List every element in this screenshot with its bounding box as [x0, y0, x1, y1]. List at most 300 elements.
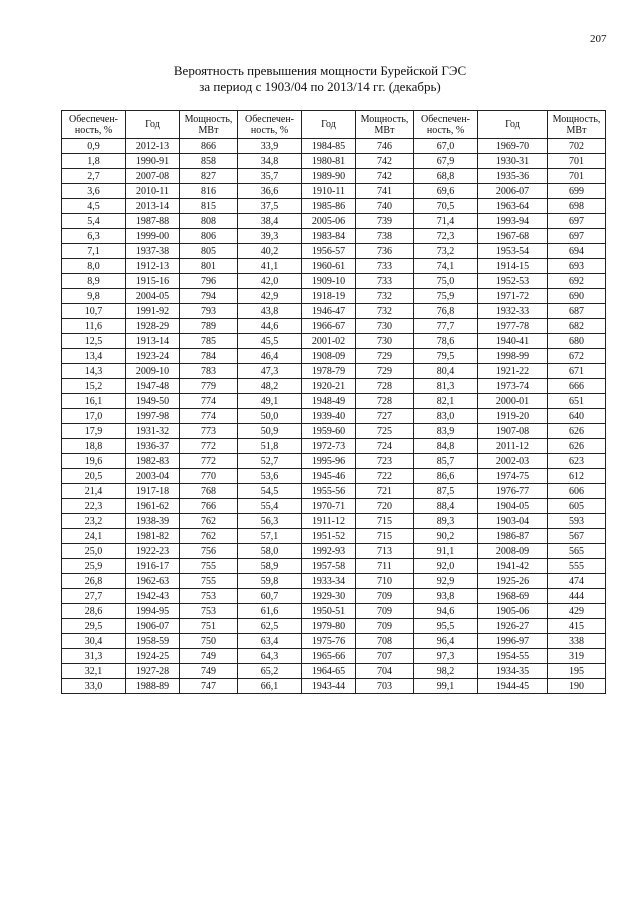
- table-cell: 96,4: [414, 634, 478, 649]
- table-row: [62, 364, 606, 379]
- table-row: [62, 304, 606, 319]
- table-cell: 2010-11: [126, 184, 180, 199]
- table-cell: 190: [548, 679, 606, 694]
- table-cell: 713: [356, 544, 414, 559]
- table-cell: 682: [548, 319, 606, 334]
- table-cell: 51,8: [238, 439, 302, 454]
- table-cell: 720: [356, 499, 414, 514]
- title-line-1: Вероятность превышения мощности Бурейской ГЭС: [173, 63, 467, 78]
- table-cell: 801: [180, 259, 238, 274]
- table-cell: 1952-53: [478, 274, 548, 289]
- table-cell: 565: [548, 544, 606, 559]
- table-cell: 783: [180, 364, 238, 379]
- table-cell: 84,8: [414, 439, 478, 454]
- table-cell: 1982-83: [126, 454, 180, 469]
- table-row: [62, 184, 606, 199]
- table-cell: 1984-85: [302, 139, 356, 154]
- table-cell: 195: [548, 664, 606, 679]
- table-cell: 38,4: [238, 214, 302, 229]
- table-cell: 63,4: [238, 634, 302, 649]
- table-cell: 623: [548, 454, 606, 469]
- table-cell: 774: [180, 394, 238, 409]
- table-row: [62, 169, 606, 184]
- table-cell: 415: [548, 619, 606, 634]
- table-cell: 25,9: [62, 559, 126, 574]
- table-row: [62, 574, 606, 589]
- table-cell: 32,1: [62, 664, 126, 679]
- table-cell: 61,6: [238, 604, 302, 619]
- table-cell: 1907-08: [478, 424, 548, 439]
- page-number: 207: [590, 33, 607, 45]
- table-cell: 1980-81: [302, 154, 356, 169]
- table-cell: 730: [356, 319, 414, 334]
- table-cell: 709: [356, 589, 414, 604]
- table-cell: 2005-06: [302, 214, 356, 229]
- table-cell: 709: [356, 619, 414, 634]
- table-cell: 74,1: [414, 259, 478, 274]
- table-cell: 772: [180, 454, 238, 469]
- table-cell: 1993-94: [478, 214, 548, 229]
- table-cell: 732: [356, 289, 414, 304]
- table-cell: 1924-25: [126, 649, 180, 664]
- table-cell: 762: [180, 529, 238, 544]
- table-cell: 793: [180, 304, 238, 319]
- table-cell: 808: [180, 214, 238, 229]
- table-cell: 64,3: [238, 649, 302, 664]
- table-cell: 2008-09: [478, 544, 548, 559]
- table-row: [62, 259, 606, 274]
- table-cell: 640: [548, 409, 606, 424]
- table-cell: 42,9: [238, 289, 302, 304]
- table-cell: 703: [356, 679, 414, 694]
- table-cell: 773: [180, 424, 238, 439]
- table-row: [62, 604, 606, 619]
- header-cell: Год: [126, 111, 180, 139]
- table-row: [62, 379, 606, 394]
- table-cell: 17,9: [62, 424, 126, 439]
- table-cell: 90,2: [414, 529, 478, 544]
- table-row: [62, 214, 606, 229]
- table-cell: 762: [180, 514, 238, 529]
- table-cell: 605: [548, 499, 606, 514]
- table-cell: 0,9: [62, 139, 126, 154]
- table-cell: 65,2: [238, 664, 302, 679]
- table-cell: 816: [180, 184, 238, 199]
- table-cell: 1942-43: [126, 589, 180, 604]
- table-cell: 710: [356, 574, 414, 589]
- table-cell: 24,1: [62, 529, 126, 544]
- table-cell: 52,7: [238, 454, 302, 469]
- table-cell: 727: [356, 409, 414, 424]
- header-cell: Обеспечен-ность, %: [238, 111, 302, 139]
- table-cell: 57,1: [238, 529, 302, 544]
- table-cell: 567: [548, 529, 606, 544]
- table-cell: 707: [356, 649, 414, 664]
- table-cell: 1956-57: [302, 244, 356, 259]
- table-cell: 1971-72: [478, 289, 548, 304]
- table-cell: 319: [548, 649, 606, 664]
- table-cell: 72,3: [414, 229, 478, 244]
- table-cell: 58,9: [238, 559, 302, 574]
- table-cell: 1929-30: [302, 589, 356, 604]
- table-cell: 22,3: [62, 499, 126, 514]
- table-cell: 1950-51: [302, 604, 356, 619]
- table-cell: 753: [180, 589, 238, 604]
- table-cell: 1927-28: [126, 664, 180, 679]
- table-cell: 1941-42: [478, 559, 548, 574]
- table-cell: 19,6: [62, 454, 126, 469]
- table-cell: 1959-60: [302, 424, 356, 439]
- table-cell: 20,5: [62, 469, 126, 484]
- table-cell: 68,8: [414, 169, 478, 184]
- table-cell: 44,6: [238, 319, 302, 334]
- table-cell: 1933-34: [302, 574, 356, 589]
- table-row: [62, 274, 606, 289]
- table-row: [62, 439, 606, 454]
- table-cell: 728: [356, 394, 414, 409]
- table-cell: 806: [180, 229, 238, 244]
- probability-table: [61, 110, 606, 694]
- table-row: [62, 634, 606, 649]
- table-cell: 1970-71: [302, 499, 356, 514]
- table-cell: 612: [548, 469, 606, 484]
- table-cell: 1989-90: [302, 169, 356, 184]
- table-cell: 732: [356, 304, 414, 319]
- table-cell: 91,1: [414, 544, 478, 559]
- header-cell: Год: [302, 111, 356, 139]
- table-cell: 26,8: [62, 574, 126, 589]
- table-row: [62, 139, 606, 154]
- table-cell: 83,0: [414, 409, 478, 424]
- table-cell: 1966-67: [302, 319, 356, 334]
- table-cell: 751: [180, 619, 238, 634]
- page-title: [0, 63, 640, 95]
- table-cell: 1940-41: [478, 334, 548, 349]
- table-cell: 48,2: [238, 379, 302, 394]
- table-cell: 1904-05: [478, 499, 548, 514]
- table-cell: 87,5: [414, 484, 478, 499]
- table-cell: 97,3: [414, 649, 478, 664]
- table-cell: 723: [356, 454, 414, 469]
- table-cell: 42,0: [238, 274, 302, 289]
- table-cell: 747: [180, 679, 238, 694]
- table-cell: 1975-76: [302, 634, 356, 649]
- table-cell: 67,0: [414, 139, 478, 154]
- table-cell: 2012-13: [126, 139, 180, 154]
- table-cell: 18,8: [62, 439, 126, 454]
- table-cell: 11,6: [62, 319, 126, 334]
- table-cell: 1962-63: [126, 574, 180, 589]
- table-cell: 805: [180, 244, 238, 259]
- table-cell: 29,5: [62, 619, 126, 634]
- table-cell: 46,4: [238, 349, 302, 364]
- table-cell: 53,6: [238, 469, 302, 484]
- table-cell: 1961-62: [126, 499, 180, 514]
- table-row: [62, 289, 606, 304]
- table-cell: 1973-74: [478, 379, 548, 394]
- table-cell: 56,3: [238, 514, 302, 529]
- table-cell: 86,6: [414, 469, 478, 484]
- table-cell: 75,9: [414, 289, 478, 304]
- table-cell: 1957-58: [302, 559, 356, 574]
- table-cell: 779: [180, 379, 238, 394]
- table-cell: 77,7: [414, 319, 478, 334]
- table-cell: 39,3: [238, 229, 302, 244]
- table-cell: 2007-08: [126, 169, 180, 184]
- table-cell: 1978-79: [302, 364, 356, 379]
- table-cell: 338: [548, 634, 606, 649]
- table-row: [62, 589, 606, 604]
- table-cell: 755: [180, 574, 238, 589]
- table-cell: 666: [548, 379, 606, 394]
- table-row: [62, 409, 606, 424]
- table-cell: 60,7: [238, 589, 302, 604]
- table-cell: 4,5: [62, 199, 126, 214]
- table-cell: 739: [356, 214, 414, 229]
- table-cell: 1947-48: [126, 379, 180, 394]
- table-cell: 93,8: [414, 589, 478, 604]
- table-cell: 50,9: [238, 424, 302, 439]
- table-cell: 37,5: [238, 199, 302, 214]
- table-cell: 1958-59: [126, 634, 180, 649]
- table-cell: 2003-04: [126, 469, 180, 484]
- table-cell: 66,1: [238, 679, 302, 694]
- table-cell: 94,6: [414, 604, 478, 619]
- table-row: [62, 559, 606, 574]
- table-cell: 687: [548, 304, 606, 319]
- table-row: [62, 199, 606, 214]
- table-cell: 67,9: [414, 154, 478, 169]
- table-cell: 429: [548, 604, 606, 619]
- table-cell: 1994-95: [126, 604, 180, 619]
- table-cell: 785: [180, 334, 238, 349]
- table-cell: 1948-49: [302, 394, 356, 409]
- table-cell: 722: [356, 469, 414, 484]
- table-cell: 1979-80: [302, 619, 356, 634]
- table-cell: 766: [180, 499, 238, 514]
- table-cell: 81,3: [414, 379, 478, 394]
- table-cell: 9,8: [62, 289, 126, 304]
- table-cell: 1918-19: [302, 289, 356, 304]
- table-cell: 626: [548, 439, 606, 454]
- table-cell: 742: [356, 154, 414, 169]
- table-cell: 2004-05: [126, 289, 180, 304]
- table-cell: 1951-52: [302, 529, 356, 544]
- table-cell: 55,4: [238, 499, 302, 514]
- table-cell: 1974-75: [478, 469, 548, 484]
- table-cell: 796: [180, 274, 238, 289]
- table-cell: 2,7: [62, 169, 126, 184]
- table-cell: 40,2: [238, 244, 302, 259]
- table-cell: 69,6: [414, 184, 478, 199]
- table-cell: 742: [356, 169, 414, 184]
- table-cell: 95,5: [414, 619, 478, 634]
- table-cell: 755: [180, 559, 238, 574]
- table-cell: 1996-97: [478, 634, 548, 649]
- table-cell: 73,2: [414, 244, 478, 259]
- table-cell: 1917-18: [126, 484, 180, 499]
- table-cell: 555: [548, 559, 606, 574]
- table-cell: 5,4: [62, 214, 126, 229]
- table-cell: 54,5: [238, 484, 302, 499]
- table-row: [62, 229, 606, 244]
- table-cell: 740: [356, 199, 414, 214]
- table-cell: 1944-45: [478, 679, 548, 694]
- table-cell: 1997-98: [126, 409, 180, 424]
- table-cell: 1936-37: [126, 439, 180, 454]
- table-cell: 1995-96: [302, 454, 356, 469]
- table-cell: 1922-23: [126, 544, 180, 559]
- table-cell: 7,1: [62, 244, 126, 259]
- table-cell: 59,8: [238, 574, 302, 589]
- table-cell: 16,1: [62, 394, 126, 409]
- table-cell: 27,7: [62, 589, 126, 604]
- table-cell: 749: [180, 664, 238, 679]
- table-cell: 1960-61: [302, 259, 356, 274]
- table-cell: 1977-78: [478, 319, 548, 334]
- table-cell: 672: [548, 349, 606, 364]
- table-cell: 1921-22: [478, 364, 548, 379]
- table-cell: 50,0: [238, 409, 302, 424]
- table-cell: 62,5: [238, 619, 302, 634]
- table-cell: 1931-32: [126, 424, 180, 439]
- table-cell: 746: [356, 139, 414, 154]
- header-cell: Мощность, МВт: [180, 111, 238, 139]
- table-row: [62, 484, 606, 499]
- table-cell: 25,0: [62, 544, 126, 559]
- table-cell: 41,1: [238, 259, 302, 274]
- table-cell: 2013-14: [126, 199, 180, 214]
- table-cell: 698: [548, 199, 606, 214]
- table-cell: 1963-64: [478, 199, 548, 214]
- table-cell: 1915-16: [126, 274, 180, 289]
- table-cell: 1983-84: [302, 229, 356, 244]
- table-cell: 1985-86: [302, 199, 356, 214]
- table-cell: 827: [180, 169, 238, 184]
- table-cell: 1919-20: [478, 409, 548, 424]
- table-cell: 1938-39: [126, 514, 180, 529]
- table-cell: 1935-36: [478, 169, 548, 184]
- table-row: [62, 244, 606, 259]
- table-cell: 2001-02: [302, 334, 356, 349]
- table-cell: 1934-35: [478, 664, 548, 679]
- table-row: [62, 514, 606, 529]
- table-cell: 76,8: [414, 304, 478, 319]
- table-cell: 1981-82: [126, 529, 180, 544]
- table-cell: 729: [356, 364, 414, 379]
- table-cell: 858: [180, 154, 238, 169]
- table-cell: 736: [356, 244, 414, 259]
- table-row: [62, 469, 606, 484]
- table-cell: 753: [180, 604, 238, 619]
- table-cell: 1913-14: [126, 334, 180, 349]
- table-cell: 697: [548, 229, 606, 244]
- table-cell: 715: [356, 514, 414, 529]
- table-row: [62, 394, 606, 409]
- table-cell: 680: [548, 334, 606, 349]
- table-row: [62, 454, 606, 469]
- table-cell: 715: [356, 529, 414, 544]
- table-cell: 1986-87: [478, 529, 548, 544]
- table-cell: 651: [548, 394, 606, 409]
- table-cell: 1976-77: [478, 484, 548, 499]
- table-cell: 2000-01: [478, 394, 548, 409]
- table-cell: 1939-40: [302, 409, 356, 424]
- header-cell: Обеспечен-ность, %: [414, 111, 478, 139]
- table-row: [62, 649, 606, 664]
- table-cell: 31,3: [62, 649, 126, 664]
- table-cell: 36,6: [238, 184, 302, 199]
- header-cell: Обеспечен-ность, %: [62, 111, 126, 139]
- table-cell: 733: [356, 259, 414, 274]
- table-cell: 730: [356, 334, 414, 349]
- table-cell: 774: [180, 409, 238, 424]
- table-cell: 593: [548, 514, 606, 529]
- table-cell: 12,5: [62, 334, 126, 349]
- table-cell: 1926-27: [478, 619, 548, 634]
- table-cell: 1949-50: [126, 394, 180, 409]
- table-cell: 10,7: [62, 304, 126, 319]
- table-cell: 1972-73: [302, 439, 356, 454]
- table-cell: 724: [356, 439, 414, 454]
- table-cell: 1903-04: [478, 514, 548, 529]
- table-cell: 692: [548, 274, 606, 289]
- table-cell: 474: [548, 574, 606, 589]
- table-cell: 8,9: [62, 274, 126, 289]
- table-cell: 2006-07: [478, 184, 548, 199]
- table-cell: 1991-92: [126, 304, 180, 319]
- table-cell: 17,0: [62, 409, 126, 424]
- table-cell: 789: [180, 319, 238, 334]
- table-cell: 75,0: [414, 274, 478, 289]
- table-row: [62, 424, 606, 439]
- table-cell: 690: [548, 289, 606, 304]
- table-cell: 3,6: [62, 184, 126, 199]
- table-cell: 1920-21: [302, 379, 356, 394]
- table-cell: 88,4: [414, 499, 478, 514]
- table-cell: 1987-88: [126, 214, 180, 229]
- table-cell: 8,0: [62, 259, 126, 274]
- header-cell: Мощность, МВт: [356, 111, 414, 139]
- table-cell: 58,0: [238, 544, 302, 559]
- table-row: [62, 154, 606, 169]
- table-cell: 1988-89: [126, 679, 180, 694]
- table-cell: 1954-55: [478, 649, 548, 664]
- table-cell: 699: [548, 184, 606, 199]
- table-cell: 79,5: [414, 349, 478, 364]
- table-cell: 33,9: [238, 139, 302, 154]
- table-cell: 85,7: [414, 454, 478, 469]
- table-cell: 1906-07: [126, 619, 180, 634]
- table-cell: 82,1: [414, 394, 478, 409]
- table-cell: 98,2: [414, 664, 478, 679]
- table-cell: 1964-65: [302, 664, 356, 679]
- header-cell: Мощность, МВт: [548, 111, 606, 139]
- table-cell: 35,7: [238, 169, 302, 184]
- table-cell: 768: [180, 484, 238, 499]
- table-cell: 89,3: [414, 514, 478, 529]
- table-cell: 701: [548, 154, 606, 169]
- table-row: [62, 499, 606, 514]
- table-cell: 1955-56: [302, 484, 356, 499]
- table-cell: 70,5: [414, 199, 478, 214]
- table-cell: 78,6: [414, 334, 478, 349]
- table-cell: 1930-31: [478, 154, 548, 169]
- table-cell: 30,4: [62, 634, 126, 649]
- table-cell: 1969-70: [478, 139, 548, 154]
- table-row: [62, 334, 606, 349]
- table-cell: 2011-12: [478, 439, 548, 454]
